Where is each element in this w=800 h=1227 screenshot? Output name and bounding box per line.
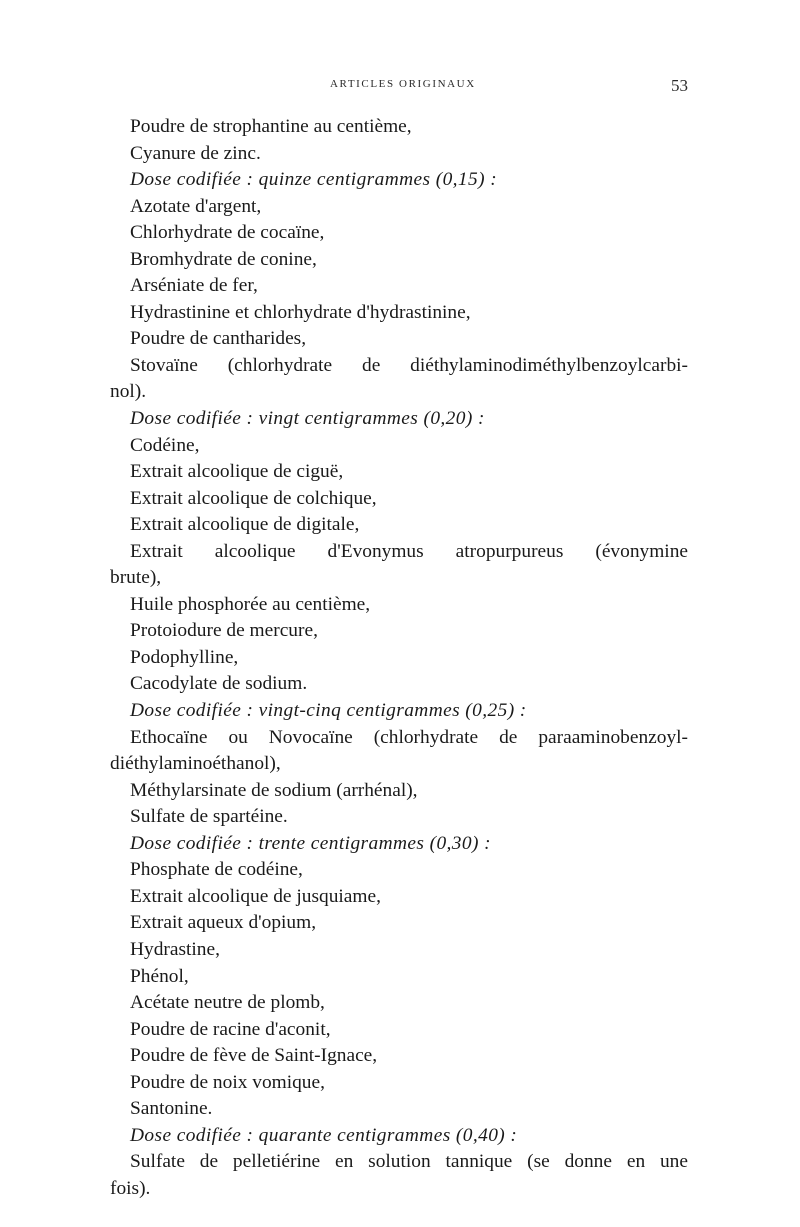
dose-heading: Dose codifiée : trente centigrammes (0,30) : bbox=[130, 832, 491, 854]
text-line: Hydrastine, bbox=[130, 938, 220, 960]
text-line: Acétate neutre de plomb, bbox=[130, 992, 325, 1014]
dose-heading: Dose codifiée : vingt centigrammes (0,20) : bbox=[130, 408, 485, 430]
text-line: Cyanure de zinc. bbox=[130, 142, 261, 164]
text-line: Poudre de fève de Saint-Ignace, bbox=[130, 1045, 378, 1067]
text-line: Sulfate de spartéine. bbox=[130, 806, 288, 828]
text-line: Extrait alcoolique de ciguë, bbox=[130, 461, 344, 483]
text-line: Stovaïne (chlorhydrate de diéthylaminodiméthylbenzoylcarbi- bbox=[130, 354, 688, 376]
text-line: Chlorhydrate de cocaïne, bbox=[130, 222, 325, 244]
text-line: Extrait aqueux d'opium, bbox=[130, 912, 317, 934]
text-line: Phosphate de codéine, bbox=[130, 859, 303, 881]
text-line: Extrait alcoolique de jusquiame, bbox=[130, 885, 381, 907]
running-head: ARTICLES ORIGINAUX bbox=[330, 78, 476, 90]
text-line: Cacodylate de sodium. bbox=[130, 673, 308, 695]
text-line: Azotate d'argent, bbox=[130, 195, 262, 217]
text-line: Huile phosphorée au centième, bbox=[130, 593, 371, 615]
text-line: Bromhydrate de conine, bbox=[130, 248, 317, 270]
text-line: Arséniate de fer, bbox=[130, 275, 258, 297]
page-number: 53 bbox=[671, 76, 688, 95]
dose-heading: Dose codifiée : quinze centigrammes (0,15) : bbox=[130, 169, 498, 191]
text-line: Podophylline, bbox=[130, 646, 239, 668]
text-line: Phénol, bbox=[130, 965, 189, 987]
text-line: Ethocaïne ou Novocaïne (chlorhydrate de paraaminobenzoyl- bbox=[130, 726, 688, 748]
text-line-continuation: brute), bbox=[110, 567, 162, 589]
dose-heading: Dose codifiée : vingt-cinq centigrammes (0,25) : bbox=[130, 700, 527, 722]
text-line: Poudre de cantharides, bbox=[130, 328, 307, 350]
text-line-continuation: diéthylaminoéthanol), bbox=[110, 753, 281, 775]
text-line: Sulfate de pelletiérine en solution tannique (se donne en une bbox=[130, 1151, 688, 1173]
body-text bbox=[110, 114, 688, 1202]
text-line: Codéine, bbox=[130, 434, 200, 456]
text-line-continuation: nol). bbox=[110, 381, 147, 403]
text-line: Hydrastinine et chlorhydrate d'hydrastinine, bbox=[130, 301, 471, 323]
text-line: Extrait alcoolique de colchique, bbox=[130, 487, 377, 509]
text-line: Poudre de noix vomique, bbox=[130, 1071, 325, 1093]
text-line: Extrait alcoolique de digitale, bbox=[130, 514, 360, 536]
text-line: Santonine. bbox=[130, 1098, 213, 1120]
text-line: Protoiodure de mercure, bbox=[130, 620, 318, 642]
text-line-continuation: fois). bbox=[110, 1177, 151, 1199]
text-line: Poudre de racine d'aconit, bbox=[130, 1018, 331, 1040]
text-line: Méthylarsinate de sodium (arrhénal), bbox=[130, 779, 418, 801]
dose-heading: Dose codifiée : quarante centigrammes (0,40) : bbox=[130, 1124, 518, 1146]
text-line: Poudre de strophantine au centième, bbox=[130, 116, 412, 137]
text-line: Extrait alcoolique d'Evonymus atropurpureus (évonymine bbox=[130, 540, 688, 562]
